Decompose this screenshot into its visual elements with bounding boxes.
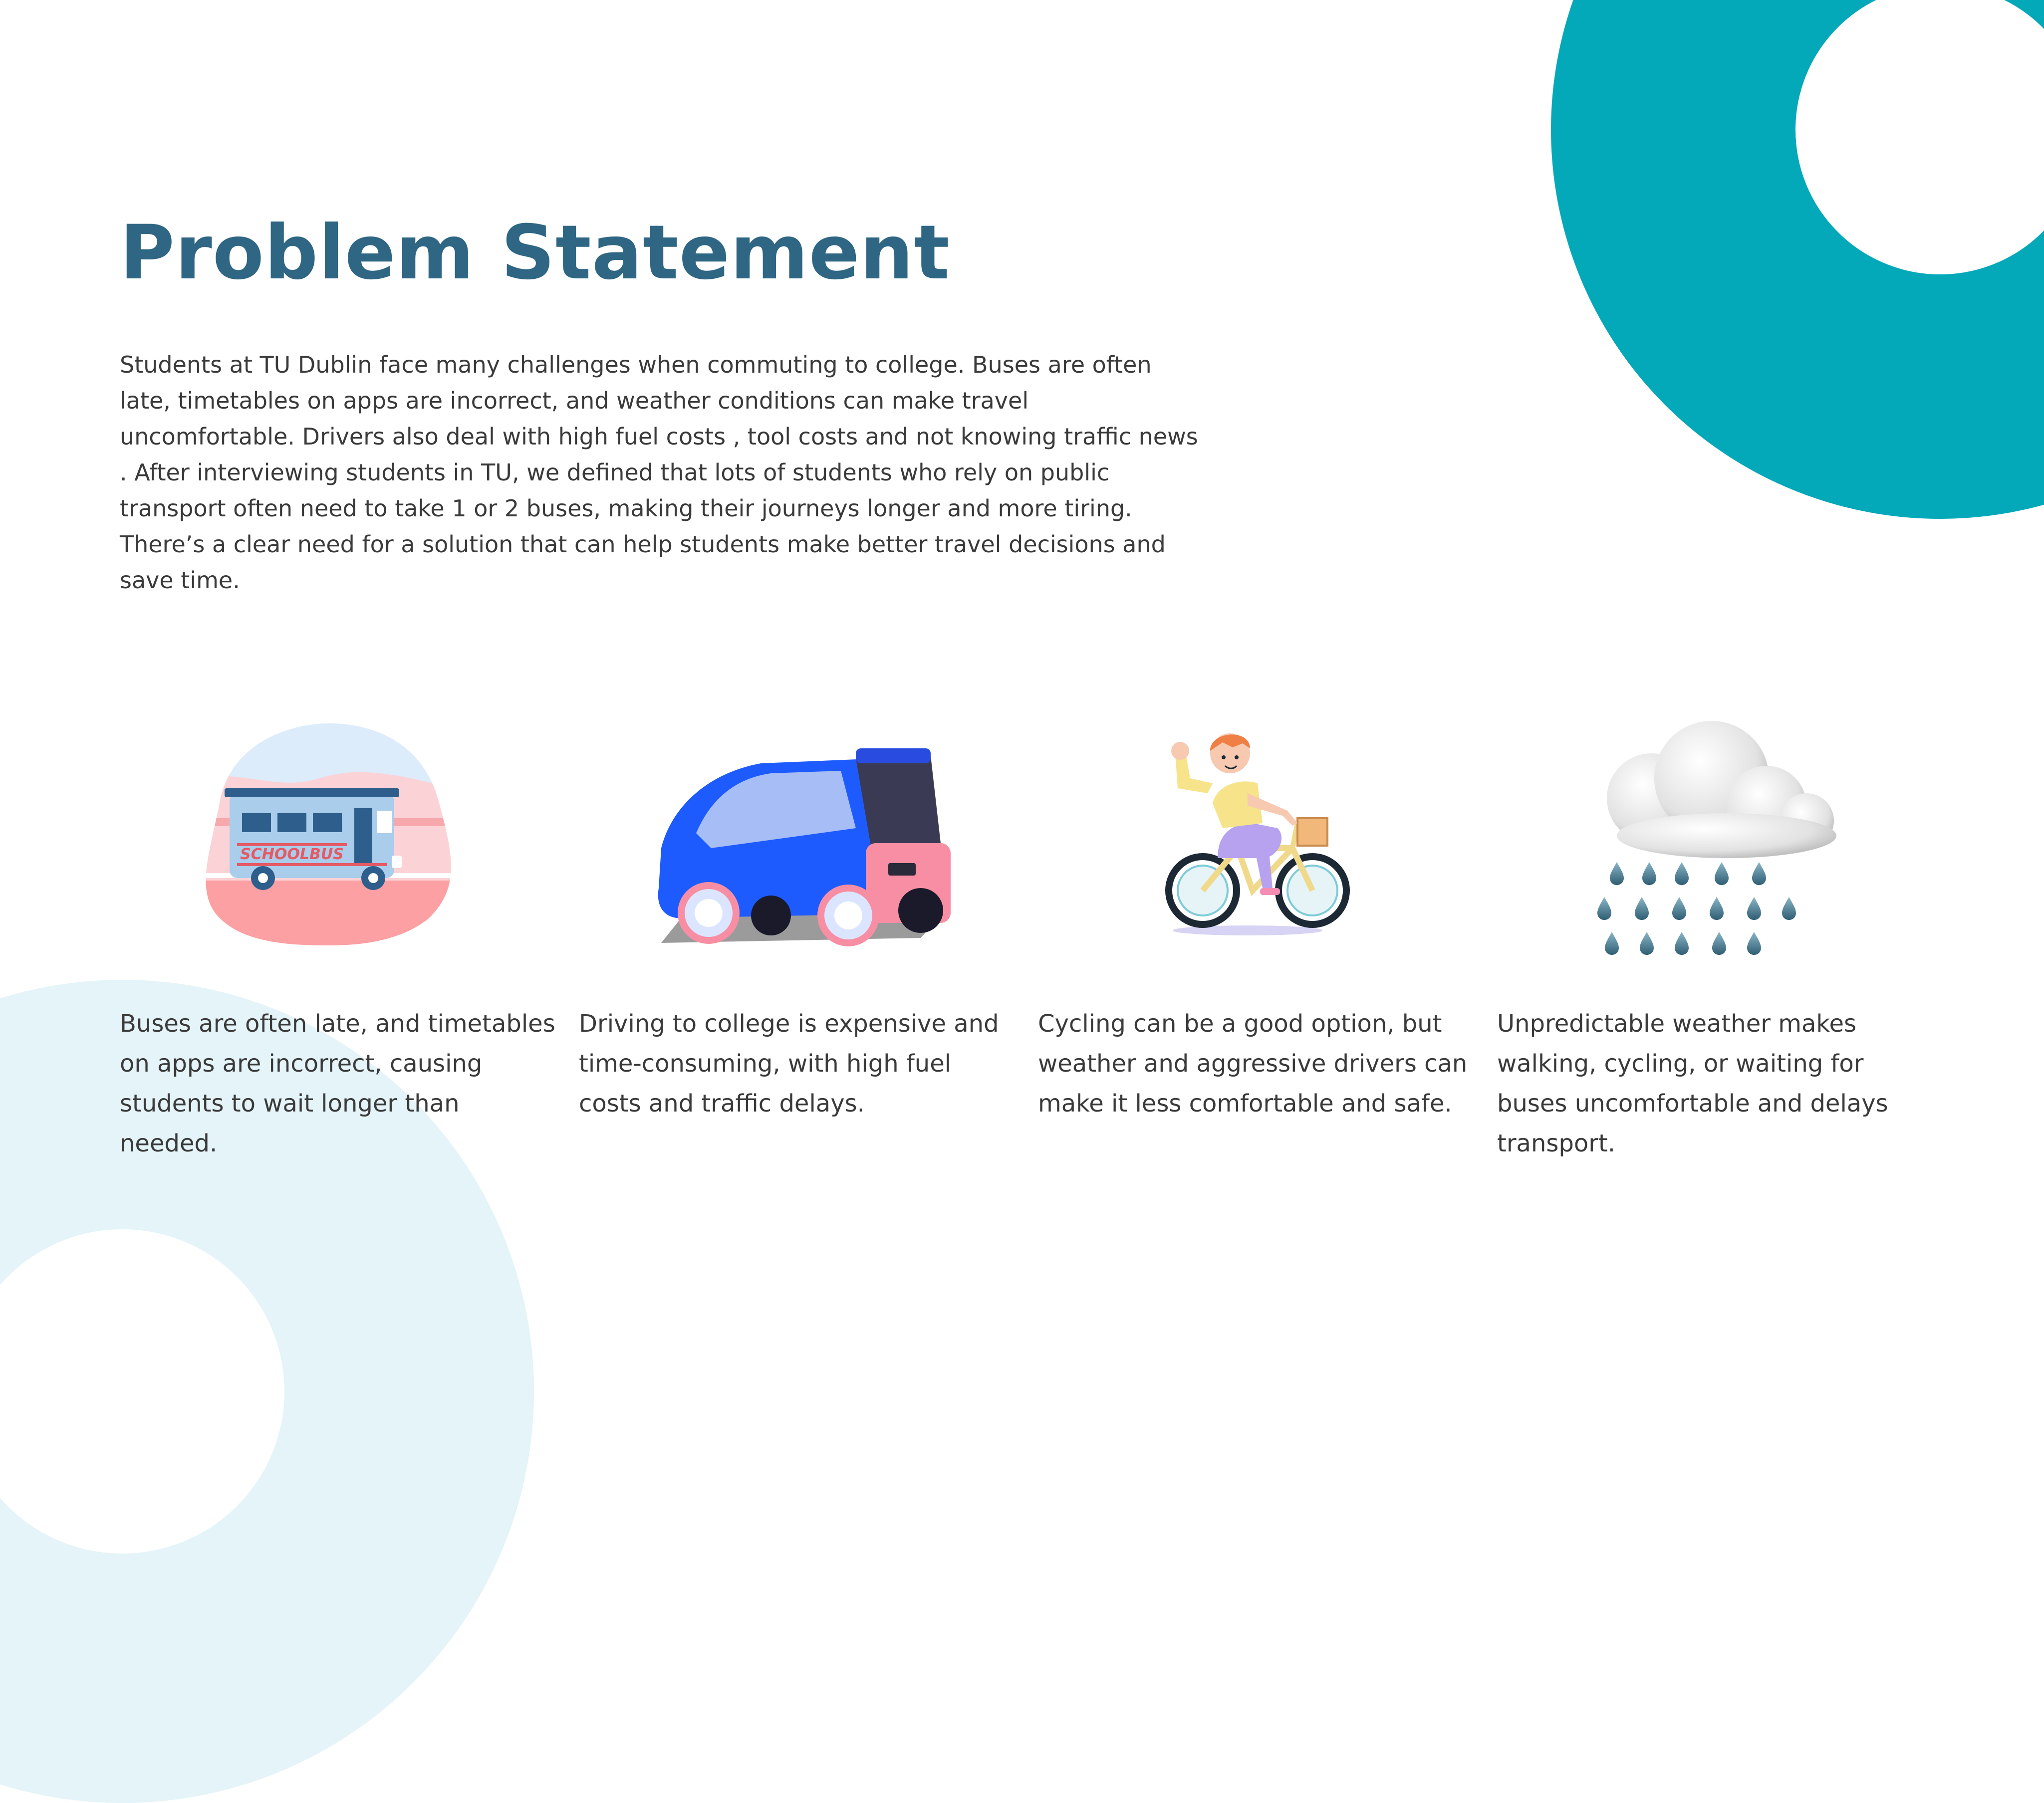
bus-sign-text: SCHOOLBUS xyxy=(240,846,344,863)
intro-paragraph: Students at TU Dublin face many challenges when commuting to college. Buses are often late, timetables on apps are incorrect, and weather conditions can make travel uncomfortable. Drivers also deal with high fuel costs , tool costs and not knowing traffic news . After interviewing students in TU, we defined that lots of students who rely on public transport often need to take 1 or 2 buses, making their journeys longer and more tiring. There’s a clear need for a solution that can help students make better travel decisions and save time. xyxy=(120,351,1198,594)
card-cyclist-text: Cycling can be a good option, but weather and aggressive drivers can make it less comfortable and safe. xyxy=(1038,1010,1468,1118)
page-title: Problem Statement xyxy=(120,210,950,296)
card-car-text: Driving to college is expensive and time-consuming, with high fuel costs and traffic delays. xyxy=(579,1010,999,1118)
card-bus-text: Buses are often late, and timetables on apps are incorrect, causing students to wait longer than needed. xyxy=(120,1010,555,1157)
decorative-ring-top xyxy=(1551,0,2044,519)
rain-cloud-icon xyxy=(1497,708,1936,978)
car-icon xyxy=(579,708,1018,978)
school-bus-icon xyxy=(120,708,559,978)
card-weather-text: Unpredictable weather makes walking, cycling, or waiting for buses uncomfortable and delays transport. xyxy=(1497,1010,1888,1157)
cyclist-icon xyxy=(1038,708,1477,978)
